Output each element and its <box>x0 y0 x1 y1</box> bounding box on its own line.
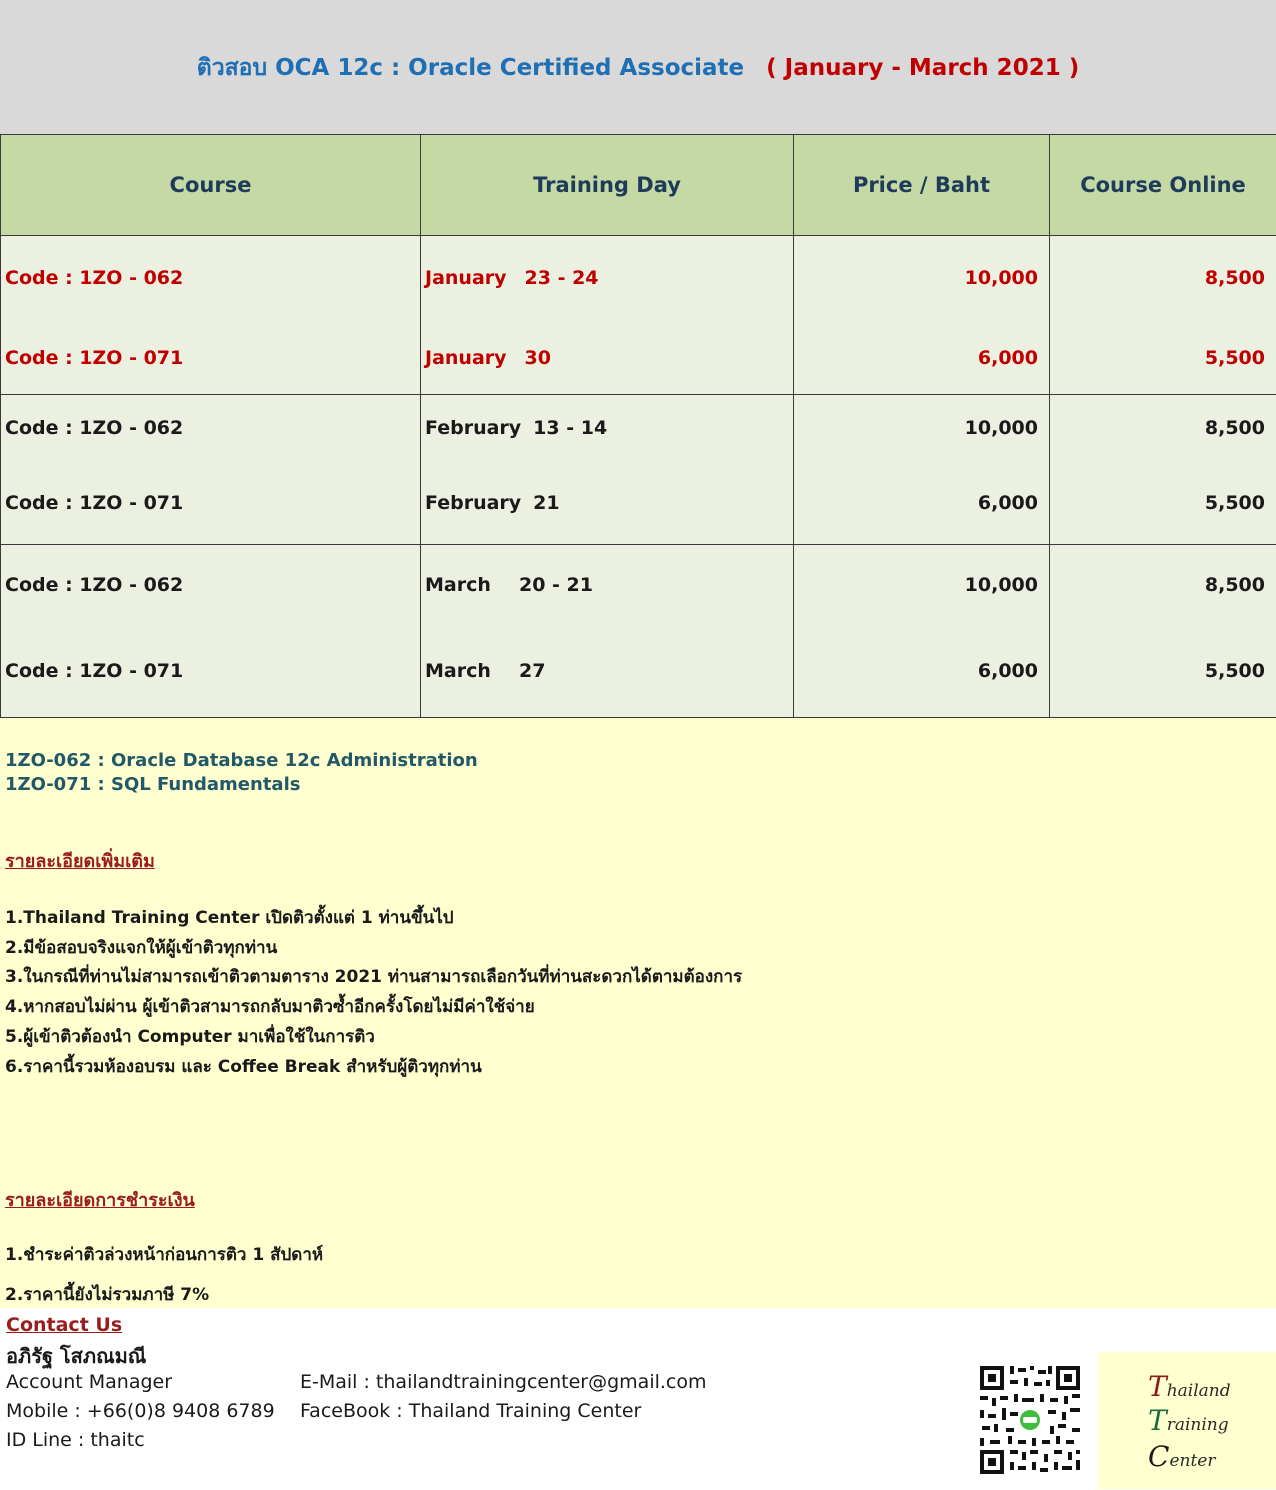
details-item: 1.Thailand Training Center เปิดติวตั้งแต่ 1 ท่านขึ้นไป <box>5 904 454 931</box>
header-course: Course <box>1 135 421 236</box>
title-period: ( January - March 2021 ) <box>766 55 1079 81</box>
cell-price <box>794 395 1050 545</box>
price-value: 10,000 <box>965 574 1038 596</box>
cell-online <box>1050 545 1276 718</box>
code-description: 1ZO-071 : SQL Fundamentals <box>5 774 300 795</box>
contact-heading: Contact Us <box>6 1314 122 1336</box>
training-month: January <box>425 347 507 369</box>
online-price-value: 5,500 <box>1205 492 1265 514</box>
company-logo <box>1098 1352 1276 1489</box>
cell-course <box>1 545 421 718</box>
training-month: March <box>425 574 519 596</box>
online-price-value: 8,500 <box>1205 574 1265 596</box>
details-item: 5.ผู้เข้าติวต้องนำ Computer มาเพื่อใช้ในการติว <box>5 1023 375 1050</box>
cell-price <box>794 545 1050 718</box>
contact-email[interactable]: E-Mail : thailandtrainingcenter@gmail.com <box>300 1371 707 1393</box>
header-price: Price / Baht <box>794 135 1050 236</box>
price-value: 6,000 <box>978 492 1038 514</box>
training-days: 21 <box>533 492 559 514</box>
logo-line-training: Training <box>1148 1404 1229 1437</box>
cell-training-day <box>421 236 794 395</box>
price-value: 6,000 <box>978 660 1038 682</box>
training-days: 30 <box>525 347 551 369</box>
course-code: Code : 1ZO - 071 <box>5 492 183 514</box>
cell-online <box>1050 395 1276 545</box>
online-price-value: 5,500 <box>1205 347 1265 369</box>
payment-item: 2.ราคานี้ยังไม่รวมภาษี 7% <box>5 1281 209 1308</box>
course-code: Code : 1ZO - 062 <box>5 574 183 596</box>
notes-section <box>0 718 1276 1308</box>
price-value: 6,000 <box>978 347 1038 369</box>
course-code: Code : 1ZO - 062 <box>5 417 183 439</box>
table-row-group-february <box>1 395 1276 545</box>
training-days: 27 <box>519 660 545 682</box>
training-days: 13 - 14 <box>533 417 607 439</box>
price-value: 10,000 <box>965 417 1038 439</box>
header-course-online: Course Online <box>1050 135 1276 236</box>
details-item: 6.ราคานี้รวมห้องอบรม และ Coffee Break สำหรับผู้ติวทุกท่าน <box>5 1053 482 1080</box>
training-month: February <box>425 417 521 439</box>
details-item: 2.มีข้อสอบจริงแจกให้ผู้เข้าติวทุกท่าน <box>5 934 277 961</box>
online-price-value: 5,500 <box>1205 660 1265 682</box>
payment-item: 1.ชำระค่าติวล่วงหน้าก่อนการติว 1 สัปดาห์ <box>5 1241 323 1268</box>
payment-heading: รายละเอียดการชำระเงิน <box>5 1185 195 1214</box>
cell-course <box>1 395 421 545</box>
logo-line-center: Center <box>1148 1440 1215 1473</box>
cell-training-day <box>421 545 794 718</box>
training-month: March <box>425 660 519 682</box>
cell-course <box>1 236 421 395</box>
course-code: Code : 1ZO - 071 <box>5 660 183 682</box>
course-code: Code : 1ZO - 071 <box>5 347 183 369</box>
qr-code-icon <box>962 1354 1098 1486</box>
contact-section <box>0 1308 1276 1489</box>
logo-line-thailand: Thailand <box>1148 1370 1231 1403</box>
table-header-row <box>1 135 1276 236</box>
online-price-value: 8,500 <box>1205 417 1265 439</box>
price-value: 10,000 <box>965 267 1038 289</box>
training-month: January <box>425 267 507 289</box>
code-description: 1ZO-062 : Oracle Database 12c Administration <box>5 750 478 771</box>
cell-price <box>794 236 1050 395</box>
contact-facebook[interactable]: FaceBook : Thailand Training Center <box>300 1400 641 1422</box>
page-title <box>0 50 1276 86</box>
schedule-table <box>0 134 1276 718</box>
cell-training-day <box>421 395 794 545</box>
contact-role: Account Manager <box>6 1371 172 1393</box>
title-main: ติวสอบ OCA 12c : Oracle Certified Associate <box>197 55 744 81</box>
online-price-value: 8,500 <box>1205 267 1265 289</box>
course-code: Code : 1ZO - 062 <box>5 267 183 289</box>
details-item: 3.ในกรณีที่ท่านไม่สามารถเข้าติวตามตาราง 2021 ท่านสามารถเลือกวันที่ท่านสะดวกได้ตามต้องการ <box>5 963 742 990</box>
training-days: 23 - 24 <box>525 267 599 289</box>
training-month: February <box>425 492 521 514</box>
training-days: 20 - 21 <box>519 574 593 596</box>
cell-online <box>1050 236 1276 395</box>
table-row-group-march <box>1 545 1276 718</box>
details-item: 4.หากสอบไม่ผ่าน ผู้เข้าติวสามารถกลับมาติวซ้ำอีกครั้งโดยไม่มีค่าใช้จ่าย <box>5 993 535 1020</box>
table-row-group-january <box>1 236 1276 395</box>
contact-mobile: Mobile : +66(0)8 9408 6789 <box>6 1400 275 1422</box>
contact-name: อภิรัฐ โสภณมณี <box>6 1340 146 1372</box>
details-heading: รายละเอียดเพิ่มเติม <box>5 846 155 875</box>
header-training-day: Training Day <box>421 135 794 236</box>
contact-line-id: ID Line : thaitc <box>6 1429 145 1451</box>
